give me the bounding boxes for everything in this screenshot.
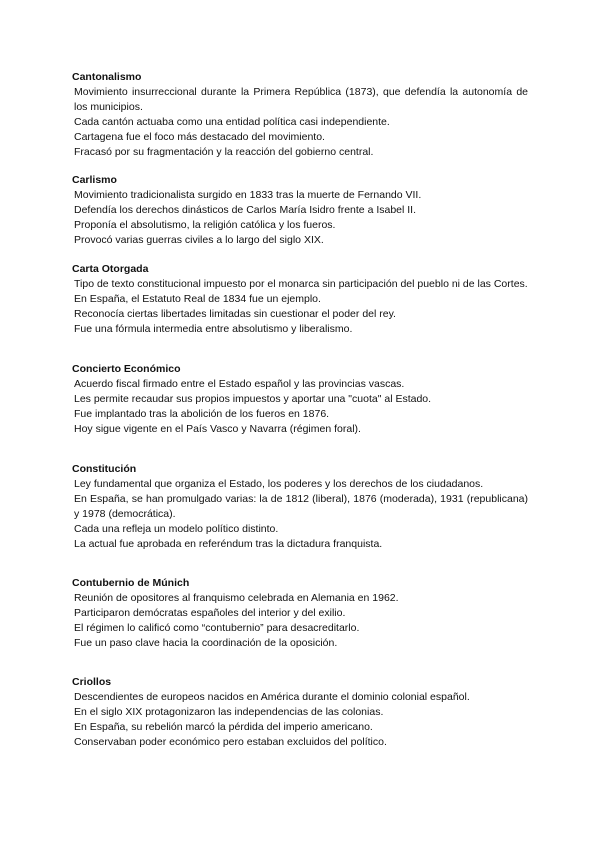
definition-line: Reunión de opositores al franquismo celebrada en Alemania en 1962. xyxy=(74,592,399,604)
definition-line: Fue una fórmula intermedia entre absolutismo y liberalismo. xyxy=(74,323,353,335)
definition-line: Movimiento insurreccional durante la Primera República (1873), que defendía la autonomía de los municipios. xyxy=(74,86,528,113)
definition-line: Cada una refleja un modelo político distinto. xyxy=(74,523,279,535)
definition-line: Descendientes de europeos nacidos en América durante el dominio colonial español. xyxy=(74,691,470,703)
term-heading: Contubernio de Múnich xyxy=(72,577,190,589)
definition-line: Ley fundamental que organiza el Estado, los poderes y los derechos de los ciudadanos. xyxy=(74,478,484,490)
definition-line: Fracasó por su fragmentación y la reacción del gobierno central. xyxy=(74,146,374,158)
definition-line: Proponía el absolutismo, la religión católica y los fueros. xyxy=(74,219,336,231)
term-heading: Concierto Económico xyxy=(72,363,181,375)
definition-line: Reconocía ciertas libertades limitadas sin cuestionar el poder del rey. xyxy=(74,308,396,320)
definition-line: El régimen lo calificó como “contubernio” para desacreditarlo. xyxy=(74,622,360,634)
entry-constitucion xyxy=(72,462,528,552)
definition-line: Tipo de texto constitucional impuesto por el monarca sin participación del pueblo ni de las Cortes. xyxy=(74,278,528,290)
definition-line: Hoy sigue vigente en el País Vasco y Navarra (régimen foral). xyxy=(74,423,361,435)
term-heading: Constitución xyxy=(72,463,137,475)
entry-carlismo xyxy=(72,173,528,248)
definition-line: En España, se han promulgado varias: la de 1812 (liberal), 1876 (moderada), 1931 (republicana) y 1978 (democrática). xyxy=(74,493,528,520)
definition-line: En el siglo XIX protagonizaron las independencias de las colonias. xyxy=(74,706,384,718)
entry-cantonalismo xyxy=(72,70,528,160)
definition-line: Fue implantado tras la abolición de los fueros en 1876. xyxy=(74,408,330,420)
entry-criollos xyxy=(72,675,528,750)
term-heading: Cantonalismo xyxy=(72,71,142,83)
definition-line: Conservaban poder económico pero estaban excluidos del político. xyxy=(74,736,387,748)
definition-line: Cartagena fue el foco más destacado del movimiento. xyxy=(74,131,325,143)
definition-line: Cada cantón actuaba como una entidad política casi independiente. xyxy=(74,116,390,128)
term-heading: Criollos xyxy=(72,676,112,688)
entry-concierto-economico xyxy=(72,362,528,437)
definition-line: En España, el Estatuto Real de 1834 fue un ejemplo. xyxy=(74,293,321,305)
term-heading: Carlismo xyxy=(72,174,117,186)
definition-line: En España, su rebelión marcó la pérdida del imperio americano. xyxy=(74,721,373,733)
entry-contubernio-de-munich xyxy=(72,576,528,651)
definition-line: Les permite recaudar sus propios impuestos y aportar una "cuota" al Estado. xyxy=(74,393,432,405)
definition-line: Provocó varias guerras civiles a lo largo del siglo XIX. xyxy=(74,234,324,246)
definition-line: Movimiento tradicionalista surgido en 1833 tras la muerte de Fernando VII. xyxy=(74,189,422,201)
definition-line: Defendía los derechos dinásticos de Carlos María Isidro frente a Isabel II. xyxy=(74,204,417,216)
definition-line: La actual fue aprobada en referéndum tras la dictadura franquista. xyxy=(74,538,383,550)
definition-line: Acuerdo fiscal firmado entre el Estado español y las provincias vascas. xyxy=(74,378,405,390)
term-heading: Carta Otorgada xyxy=(72,263,149,275)
entry-carta-otorgada xyxy=(72,262,528,337)
definition-line: Fue un paso clave hacia la coordinación de la oposición. xyxy=(74,637,338,649)
definition-line: Participaron demócratas españoles del interior y del exilio. xyxy=(74,607,346,619)
